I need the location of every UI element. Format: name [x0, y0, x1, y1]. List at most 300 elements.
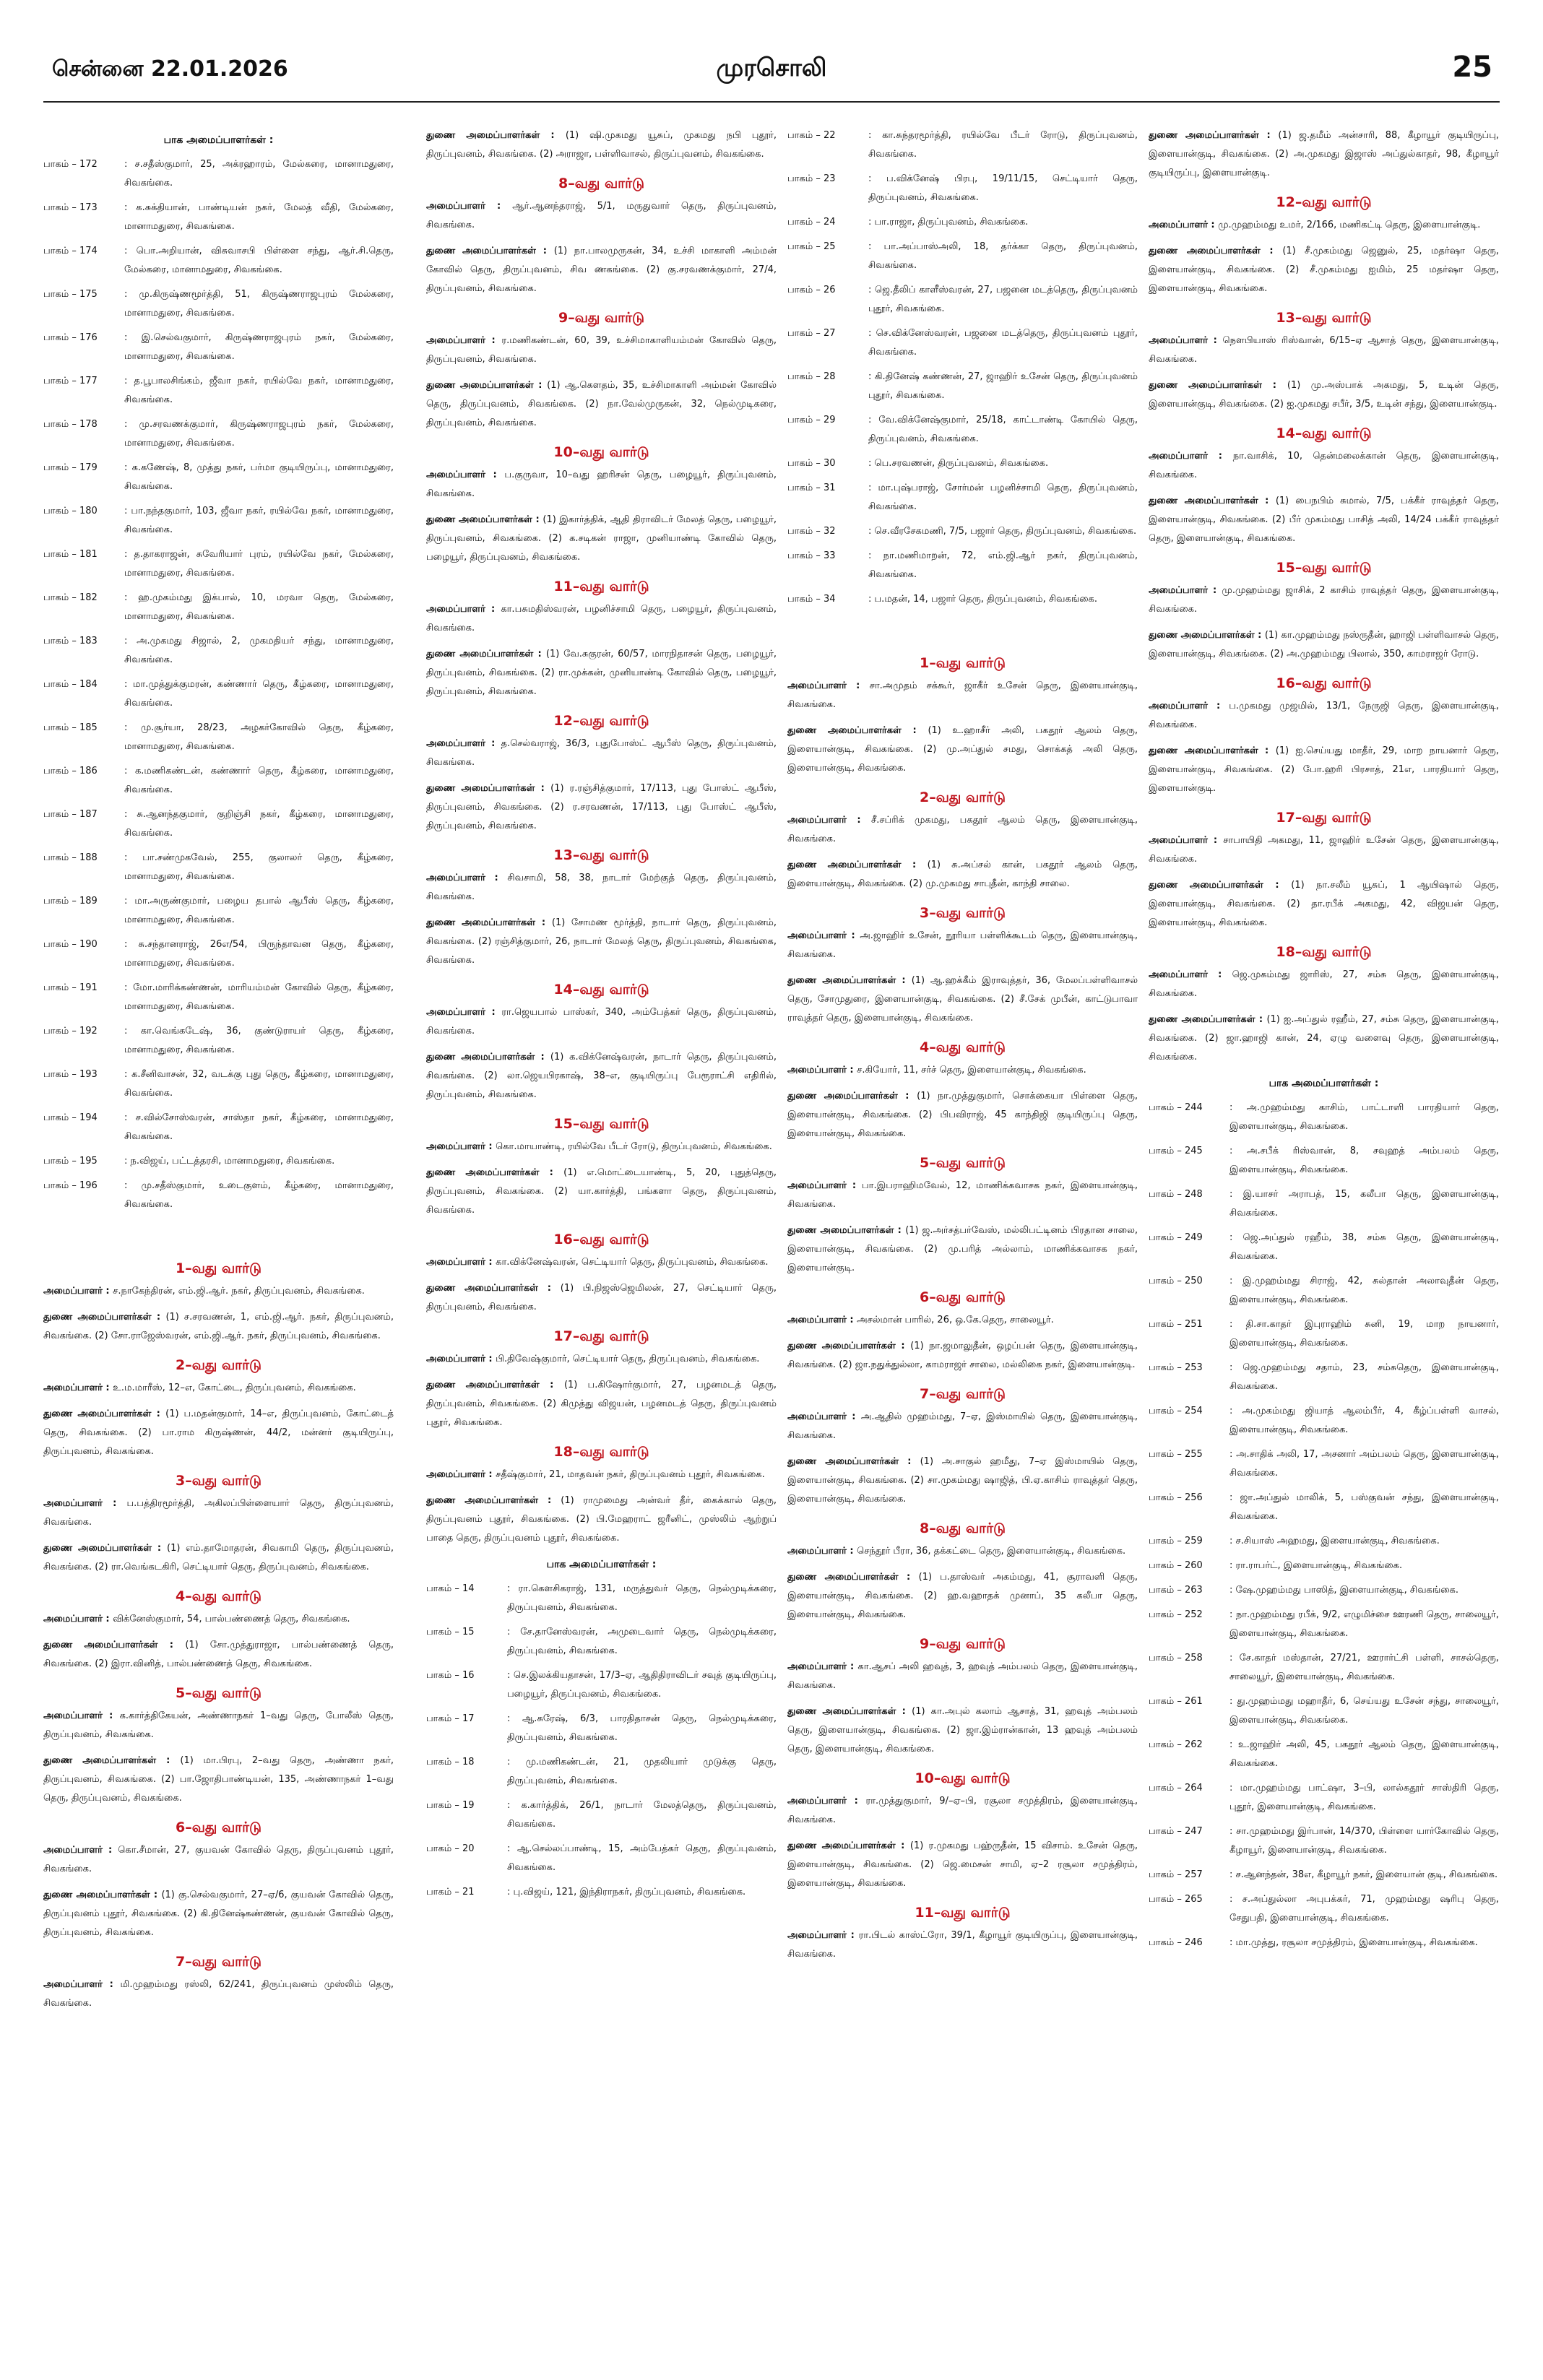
section-title: பாக அமைப்பாளர்கள் :	[546, 1559, 657, 1570]
officer-entry	[787, 1568, 1138, 1624]
baga-details: : ச.சியாஸ் அஹமது, இளையான்குடி, சிவகங்கை.	[1229, 1536, 1440, 1546]
baga-details: : ச.சதீஸ்குமார், 25, அக்ரஹாரம், மேல்கரை, மானாமதுரை, சிவகங்கை.	[124, 159, 394, 189]
officer-entry	[787, 722, 1138, 778]
ward-title: 13–வது வார்டு	[553, 847, 649, 863]
role-label: துணை அமைப்பாளர்கள் :	[1149, 496, 1276, 506]
baga-number: பாகம் – 182	[43, 592, 98, 603]
officer-details: (1) ப.மதன்குமார், 14–எ, திருப்புவனம், கோட்டைத் தெரு, சிவகங்கை. (2) பா.ராம கிருஷ்ணன், 44/2, மன்னர் குடியிருப்பு, திருப்புவனம், சிவகங்கை.	[43, 1408, 394, 1457]
baga-details: : பெ.சரவணன், திருப்புவனம், சிவகங்கை.	[868, 458, 1049, 469]
baga-details: : நா.முஹம்மது ரபீக், 9/2, எழுமிச்சை ஊரணி தெரு, சாலையூர், இளையான்குடி, சிவகங்கை.	[1229, 1609, 1499, 1639]
officer-details: மு.முஹம்மது ஜாசிக், 2 காசிம் ராவுத்தர் தெரு, இளையான்குடி, சிவகங்கை.	[1149, 585, 1499, 615]
baga-number: பாகம் – 196	[43, 1180, 98, 1191]
officer-entry	[426, 645, 777, 701]
role-label: அமைப்பாளர் :	[1149, 969, 1232, 980]
baga-number: பாகம் – 16	[426, 1670, 475, 1681]
baga-number: பாகம் – 177	[43, 376, 98, 386]
officer-details: ரா.முத்துகுமார், 9/–ஏ–பி, ரசூலா சமுத்திரம், இளையான்குடி, சிவகங்கை.	[787, 1796, 1138, 1825]
baga-details: : சா.முஹம்மது இர்பான், 14/370, பிள்ளை யார்கோவில் தெரு, கீழாயூர், இளையான்குடி, சிவகங்கை.	[1229, 1826, 1499, 1856]
officer-entry	[1149, 581, 1499, 619]
officer-details: (1) நா.முத்துகுமார், சொக்கையா பிள்ளை தெரு, இளையான்குடி, சிவகங்கை. (2) பிபவிராஜ், 45 காந்திஜி குடியிருப்பு தெரு, இளையான்குடி, சிவகங்கை.	[787, 1091, 1138, 1139]
officer-details: (1) ராமுமைது அன்வர் தீர், கைக்கால் தெரு, திருப்புவனம் புதூர், சிவகங்கை. (2) பி.மேஹராட் ஜரீனிட், முஸ்லிம் ஆற்றுப் பாதை தெரு, திருப்புவனம் புதூர், சிவகங்கை.	[426, 1495, 777, 1544]
role-label: துணை அமைப்பாளர்கள் :	[787, 1225, 906, 1236]
officer-entry	[426, 466, 777, 503]
baga-row	[43, 1065, 394, 1103]
officer-details: சதீஷ்குமார், 21, மாதவன் நகர், திருப்புவனம் புதூர், சிவகங்கை.	[496, 1469, 765, 1480]
role-label: துணை அமைப்பாளர்கள் :	[787, 1572, 919, 1583]
officer-details: (1) ச.சரவணன், 1, எம்.ஜி.ஆர். நகர், திருப்புவனம், சிவகங்கை. (2) சோ.ராஜேஸ்வரன், எம்.ஜி.ஆர். நகர், திருப்புவனம், சிவகங்கை.	[43, 1312, 394, 1341]
baga-number: பாகம் – 245	[1149, 1146, 1203, 1156]
role-label: துணை அமைப்பாளர்கள் :	[43, 1640, 186, 1650]
ward-title: 7–வது வார்டு	[920, 1386, 1006, 1402]
role-label: அமைப்பாளர் :	[1149, 335, 1223, 346]
ward-title: 4–வது வார்டு	[176, 1588, 262, 1604]
role-label: அமைப்பாளர் :	[43, 1845, 118, 1856]
baga-details: : அ.முஹம்மது காசிம், பாட்டாளி பாரதியார் தெரு, இளையான்குடி, சிவகங்கை.	[1229, 1102, 1499, 1132]
role-label: அமைப்பாளர் :	[1149, 220, 1219, 230]
baga-number: பாகம் – 179	[43, 462, 98, 473]
role-label: அமைப்பாளர் :	[426, 1354, 496, 1364]
officer-entry	[426, 242, 777, 298]
baga-number: பாகம் – 20	[426, 1843, 475, 1854]
ward-title: 6–வது வார்டு	[920, 1289, 1006, 1305]
role-label: துணை அமைப்பாளர்கள் :	[787, 975, 912, 986]
role-label: அமைப்பாளர் :	[787, 1315, 857, 1325]
officer-entry	[426, 1164, 777, 1220]
officer-entry	[1149, 876, 1499, 932]
role-label: அமைப்பாளர் :	[787, 1796, 866, 1806]
baga-row	[426, 1580, 777, 1617]
baga-row	[43, 459, 394, 496]
baga-number: பாகம் – 180	[43, 506, 98, 516]
role-label: அமைப்பாளர் :	[43, 1710, 120, 1721]
officer-details: (1) எம்.தாமோதரன், சிவகாமி தெரு, திருப்புவனம், சிவகங்கை. (2) ரா.வெங்கடகிரி, செட்டியார் தெரு, திருப்புவனம், சிவகங்கை.	[43, 1543, 394, 1572]
baga-row	[43, 935, 394, 973]
baga-details: : சு.சந்தானராஜ், 26எ/54, பிருந்தாவன தெரு, கீழ்கரை, மானாமதுரை, சிவகங்கை.	[124, 939, 394, 969]
baga-number: பாகம் – 194	[43, 1112, 98, 1123]
officer-details: (1) இகார்த்திக், ஆதி திராவிடர் மேலத் தெரு, பழையூர், திருப்புவனம், சிவகங்கை. (2) க.சடிகன் ராஜா, முனியாண்டி கோவில் தெரு, பழையூர், திருப்புவனம், சிவகங்கை.	[426, 514, 777, 563]
officer-entry	[426, 511, 777, 567]
ward-title: 11–வது வார்டு	[553, 579, 649, 594]
baga-details: : செ.வீரசேகமணி, 7/5, பஜார் தெரு, திருப்புவனம், சிவகங்கை.	[868, 526, 1137, 537]
officer-details: (1) நா.சலீம் யூசுப், 1 ஆயிஷால் தெரு, இளையான்குடி, சிவகங்கை. (2) தா.ரபீக் அகமது, 42, விஜயன் தெரு, இளையான்குடி, சிவகங்கை.	[1149, 880, 1499, 928]
baga-row	[426, 1666, 777, 1704]
officer-entry	[426, 914, 777, 970]
ward-title: 10–வது வார்டு	[553, 444, 649, 460]
officer-details: (1) ஆ.ஹக்கீம் இராவுத்தர், 36, மேலப்பள்ளிவாசல் தெரு, சோமுதுரை, இளையான்குடி, சிவகங்கை. (2) சீ.சேக் முபீன், காட்டுபாவா ராவுத்தர் தெரு, இளையான்குடி, சிவகங்கை.	[787, 975, 1138, 1024]
baga-number: பாகம் – 190	[43, 939, 98, 950]
officer-entry	[787, 972, 1138, 1028]
officer-entry	[426, 1048, 777, 1104]
officer-entry	[426, 779, 777, 836]
baga-row	[1149, 1272, 1499, 1310]
role-label: துணை அமைப்பாளர்கள் :	[787, 1341, 911, 1351]
baga-number: பாகம் – 172	[43, 159, 98, 170]
role-label: அமைப்பாளர் :	[1149, 701, 1229, 711]
officer-entry	[43, 1636, 394, 1674]
officer-details: ப.குருவா, 10–வது ஹரிசன் தெரு, பழையூர், திருப்புவனம், சிவகங்கை.	[426, 469, 777, 499]
role-label: துணை அமைப்பாளர்கள் :	[426, 783, 551, 794]
baga-row	[43, 285, 394, 323]
baga-number: பாகம் – 184	[43, 679, 98, 690]
role-label: துணை அமைப்பாளர்கள் :	[1149, 745, 1276, 756]
officer-details: சாபாயிதி அகமது, 11, ஜாஹிர் உசேன் தெரு, இளையான்குடி, சிவகங்கை.	[1149, 835, 1499, 865]
ward-title: 14–வது வார்டு	[1276, 425, 1372, 441]
baga-row	[43, 199, 394, 236]
role-label: அமைப்பாளர் :	[43, 1498, 127, 1509]
baga-number: பாகம் – 257	[1149, 1869, 1203, 1880]
officer-entry	[787, 927, 1138, 964]
baga-row	[787, 411, 1138, 449]
ward-title: 2–வது வார்டு	[920, 789, 1006, 805]
baga-row	[43, 849, 394, 886]
officer-entry	[1149, 376, 1499, 414]
role-label: அமைப்பாளர் :	[787, 680, 870, 691]
officer-details: (1) அ.சாகுல் ஹமீது, 7–ஏ இஸ்மாயில் தெரு, இளையான்குடி, சிவகங்கை. (2) சா.முகம்மது ஷாஜித், பி.ஏ.காசிம் ராவுத்தர் தெரு, இளையான்குடி, சிவகங்கை.	[787, 1456, 1138, 1505]
baga-number: பாகம் – 30	[787, 458, 836, 469]
baga-row	[787, 547, 1138, 584]
baga-number: பாகம் – 17	[426, 1713, 475, 1724]
officer-entry	[787, 1087, 1138, 1143]
role-label: அமைப்பாளர் :	[787, 1411, 861, 1422]
baga-number: பாகம் – 186	[43, 766, 98, 776]
officer-details: ரா.ஜெயபால் பாஸ்கர், 340, அம்பேத்கர் தெரு, திருப்புவனம், சிவகங்கை.	[426, 1007, 777, 1037]
officer-entry	[43, 1308, 394, 1346]
page-number: 25	[1452, 51, 1492, 84]
ward-title: 9–வது வார்டு	[558, 310, 644, 326]
ward-title: 8–வது வார்டு	[920, 1520, 1006, 1536]
role-label: துணை அமைப்பாளர்கள் :	[43, 1312, 166, 1323]
role-label: துணை அமைப்பாளர்கள் :	[1149, 380, 1287, 391]
role-label: துணை அமைப்பாளர்கள் :	[426, 917, 552, 928]
officer-details: (1) ஐ.அப்துல் ரஹீம், 27, சம்சு தெரு, இளையான்குடி, சிவகங்கை. (2) ஜா.ஹாஜி கான், 24, ஏழு வளைவு தெரு, இளையான்குடி, சிவகங்கை.	[1149, 1014, 1499, 1063]
baga-details: : ஜெ.முஹம்மது சதாம், 23, சம்சுதெரு, இளையான்குடி, சிவகங்கை.	[1229, 1362, 1499, 1392]
officer-details: (1) சீ.முகம்மது ஜெனுல், 25, மதர்ஷா தெரு, இளையான்குடி, சிவகங்கை. (2) சீ.முகம்மது ஐமிம், 25 மதர்ஷா தெரு, இளையான்குடி, சிவகங்கை.	[1149, 246, 1499, 294]
baga-number: பாகம் – 251	[1149, 1319, 1203, 1330]
baga-row	[43, 415, 394, 453]
ward-title: 16–வது வார்டு	[553, 1232, 649, 1247]
column-3	[787, 126, 1138, 2358]
ward-title: 11–வது வார்டு	[915, 1905, 1011, 1921]
baga-number: பாகம் – 28	[787, 371, 836, 382]
ward-title: 1–வது வார்டு	[920, 655, 1006, 671]
baga-details: : மு.சரவணக்குமார், கிருஷ்ணராஜபுரம் நகர், மேல்கரை, மானாமதுரை, சிவகங்கை.	[124, 419, 394, 449]
officer-entry	[787, 1658, 1138, 1695]
column-4	[1149, 126, 1499, 2358]
officer-details: நா.வாசிக், 10, தென்மலைக்கான் தெரு, இளையான்குடி, சிவகங்கை.	[1149, 451, 1499, 480]
role-label: அமைப்பாளர் :	[426, 469, 505, 480]
baga-details: : ஜா.அப்துல் மாலிக், 5, பஸ்குவன் சந்து, இளையான்குடி, சிவகங்கை.	[1229, 1492, 1499, 1522]
baga-row	[426, 1840, 777, 1877]
role-label: அமைப்பாளர் :	[43, 1614, 113, 1624]
baga-row	[787, 522, 1138, 541]
baga-number: பாகம் – 192	[43, 1026, 98, 1037]
baga-number: பாகம் – 33	[787, 550, 836, 561]
officer-details: செந்தூர் பீரா, 36, தக்கட்டை தெரு, இளையான்குடி, சிவகங்கை.	[857, 1546, 1126, 1557]
officer-details: சா.அமுதம் சக்கூர், ஜாகீர் உசேன் தெரு, இளையான்குடி, சிவகங்கை.	[787, 680, 1138, 710]
baga-number: பாகம் – 21	[426, 1887, 475, 1897]
officer-entry	[1149, 697, 1499, 735]
baga-details: : க.கார்த்திக், 26/1, நாடார் மேலத்தெரு, திருப்புவனம், சிவகங்கை.	[507, 1800, 777, 1830]
officer-entry	[426, 197, 777, 235]
officer-details: (1) சு.அப்சல் கான், பகதூர் ஆலம் தெரு, இளையான்குடி, சிவகங்கை. (2) மு.முகமது சாபுதீன், காந்தி சாலை.	[787, 860, 1138, 889]
officer-details: ரா.பிடல் காஸ்ட்ரோ, 39/1, கீழாயூர் குடியிருப்பு, இளையான்குடி, சிவகங்கை.	[787, 1930, 1138, 1960]
baga-row	[787, 324, 1138, 362]
officer-details: அசல்மான் பாரில், 26, ஒ.கே.தெரு, சாலையூர்.	[857, 1315, 1054, 1325]
baga-row	[1149, 1099, 1499, 1136]
ward-title: 3–வது வார்டு	[176, 1473, 262, 1489]
baga-row	[426, 1796, 777, 1834]
baga-details: : மு.சூர்யா, 28/23, அழகர்கோவில் தெரு, கீழ்கரை, மானாமதுரை, சிவகங்கை.	[124, 722, 394, 752]
baga-row	[426, 1623, 777, 1661]
role-label: துணை அமைப்பாளர்கள் :	[787, 1706, 912, 1717]
baga-details: : இ.யாசர் அராபத், 15, கலீபா தெரு, இளையான்குடி, சிவகங்கை.	[1229, 1189, 1499, 1219]
role-label: துணை அமைப்பாளர்கள் :	[1149, 130, 1279, 141]
role-label: துணை அமைப்பாளர்கள் :	[43, 1408, 166, 1419]
baga-row	[1149, 1557, 1499, 1575]
baga-number: பாகம் – 185	[43, 722, 98, 733]
baga-row	[43, 632, 394, 670]
baga-details: : சே.தானேஸ்வரன், அமுடைவார் தெரு, நெல்முடிக்கரை, திருப்புவனம், சிவகங்கை.	[507, 1627, 777, 1656]
officer-details: கா.ஆசப் அலி ஹவுத், 3, ஹவுத் அம்பலம் தெரு, இளையான்குடி, சிவகங்கை.	[787, 1661, 1138, 1691]
officer-details: (1) நா.ஜமாலுதீன், ஒழப்பன் தெரு, இளையான்குடி, சிவகங்கை. (2) ஜா.நதுக்துல்லா, காமராஜர் சாலை, மல்லிகை நகர், இளையான்குடி.	[787, 1341, 1138, 1370]
baga-number: பாகம் – 29	[787, 415, 836, 425]
baga-details: : மு.கிருஷ்ணமூர்த்தி, 51, கிருஷ்ணராஜபுரம் மேல்கரை, மானாமதுரை, சிவகங்கை.	[124, 289, 394, 319]
officer-details: ச.கியோர், 11, சர்ச் தெரு, இளையான்குடி, சிவகங்கை.	[857, 1065, 1086, 1076]
ward-title: 3–வது வார்டு	[920, 905, 1006, 921]
baga-details: : ரா.ராபர்ட், இளையான்குடி, சிவகங்கை.	[1229, 1560, 1403, 1571]
role-label: அமைப்பாளர் :	[787, 1661, 858, 1672]
baga-row	[43, 1022, 394, 1060]
baga-number: பாகம் – 15	[426, 1627, 475, 1637]
baga-number: பாகம் – 183	[43, 636, 98, 646]
baga-row	[1149, 1142, 1499, 1180]
ward-title: 14–வது வார்டு	[553, 982, 649, 998]
baga-details: : பா.நந்தகுமார், 103, ஜீவா நகர், ரயில்வே நகர், மானாமதுரை, சிவகங்கை.	[124, 506, 394, 535]
baga-details: : ஹ.முகம்மது இக்பால், 10, மரவா தெரு, மேல்கரை, மானாமதுரை, சிவகங்கை.	[124, 592, 394, 622]
baga-row	[43, 979, 394, 1016]
baga-details: : க.சீனிவாசன், 32, வடக்கு புது தெரு, கீழ்கரை, மானாமதுரை, சிவகங்கை.	[124, 1069, 394, 1099]
ward-title: 2–வது வார்டு	[176, 1357, 262, 1373]
officer-details: (1) மு.அஸ்பாக் அகமது, 5, உடின் தெரு, இளையான்குடி, சிவகங்கை. (2) ஐ.முகமது சபீர், 3/5, உடின் சந்து, இளையான்குடி.	[1149, 380, 1499, 410]
baga-number: பாகம் – 254	[1149, 1406, 1203, 1416]
baga-row	[43, 805, 394, 843]
officer-entry	[787, 1792, 1138, 1830]
role-label: துணை அமைப்பாளர்கள் :	[426, 1167, 564, 1178]
baga-row	[1149, 1606, 1499, 1643]
officer-details: (1) ர.ரஞ்சித்குமார், 17/113, புது போஸ்ட் ஆபீஸ், திருப்புவனம், சிவகங்கை. (2) ர.சரவணன், 17/113, புது போஸ்ட் ஆபீஸ், திருப்புவனம், சிவகங்கை.	[426, 783, 777, 831]
baga-row	[43, 502, 394, 540]
officer-details: (1) ப.தாஸ்வர் அகம்மது, 41, சூராவளி தெரு, இளையான்குடி, சிவகங்கை. (2) ஹ.வஹாதக் முனாப், 35 கலீபா தெரு, இளையான்குடி, சிவகங்கை.	[787, 1572, 1138, 1620]
officer-entry	[426, 332, 777, 369]
baga-row	[787, 479, 1138, 516]
baga-details: : பா.அப்பாஸ்அலி, 18, தர்க்கா தெரு, திருப்புவனம், சிவகங்கை.	[868, 241, 1138, 271]
officer-entry	[426, 1376, 777, 1432]
baga-number: பாகம் – 259	[1149, 1536, 1203, 1546]
baga-details: : பா.ராஜா, திருப்புவனம், சிவகங்கை.	[868, 217, 1029, 228]
baga-details: : அ.சபீக் ரிஸ்வான், 8, சவுஹத் அம்பலம் தெரு, இளையான்குடி, சிவகங்கை.	[1229, 1146, 1499, 1175]
officer-details: பா.இபராஹிமவேல், 12, மாணிக்கவாசக நகர், இளையான்குடி, சிவகங்கை.	[787, 1180, 1138, 1210]
baga-row	[1149, 1489, 1499, 1526]
role-label: துணை அமைப்பாளர்கள் :	[426, 649, 546, 659]
officer-entry	[43, 1539, 394, 1577]
role-label: துணை அமைப்பாளர்கள் :	[426, 246, 554, 256]
ward-title: 4–வது வார்டு	[920, 1039, 1006, 1055]
role-label: துணை அமைப்பாளர்கள் :	[787, 1840, 910, 1851]
baga-details: : ஆ.சுரேஷ், 6/3, பாரதிதாசன் தெரு, நெல்முடிக்கரை, திருப்புவனம், சிவகங்கை.	[507, 1713, 777, 1743]
baga-row	[43, 589, 394, 626]
officer-details: ஆர்.ஆனந்தராஜ், 5/1, மருதுவார் தெரு, திருப்புவனம், சிவகங்கை.	[426, 201, 777, 230]
officer-details: (1) ப.கிஷோர்குமார், 27, பழனமடத் தெரு, திருப்புவனம், சிவகங்கை. (2) கிமுத்து விஜயன், பழனமடத் தெரு, திருப்புவனம் புதூர், சிவகங்கை.	[426, 1380, 777, 1428]
ward-title: 18–வது வார்டு	[1276, 944, 1372, 960]
role-label: துணை அமைப்பாளர்கள் :	[787, 725, 928, 736]
ward-title: 18–வது வார்டு	[553, 1444, 649, 1460]
role-label: அமைப்பாளர் :	[787, 815, 872, 826]
officer-details: உ.ம.மாரீஸ், 12–எ, கோட்டை, திருப்புவனம், சிவகங்கை.	[113, 1382, 356, 1393]
ward-title: 17–வது வார்டு	[553, 1328, 649, 1344]
role-label: அமைப்பாளர் :	[426, 335, 502, 346]
baga-details: : மா.அருண்குமார், பழைய தபால் ஆபீஸ் தெரு, கீழ்கரை, மானாமதுரை, சிவகங்கை.	[124, 896, 394, 925]
baga-number: பாகம் – 26	[787, 285, 836, 295]
baga-row	[43, 242, 394, 280]
officer-details: (1) வே.சுகுரன், 60/57, மாரநிதாசன் தெரு, பழையூர், திருப்புவனம், சிவகங்கை. (2) ரா.முக்கன், முனியாண்டி கோவில் தெரு, பழையூர், திருப்புவனம், சிவகங்கை.	[426, 649, 777, 697]
baga-details: : செ.விக்னேஸ்வரன், பஜனை மடத்தெரு, திருப்புவனம் புதூர், சிவகங்கை.	[868, 328, 1138, 358]
officer-details: ஜெ.முகம்மது ஜாரிஸ், 27, சம்சு தெரு, இளையான்குடி, சிவகங்கை.	[1149, 969, 1499, 999]
ward-title: 8–வது வார்டு	[558, 176, 644, 191]
baga-row	[1149, 1779, 1499, 1817]
baga-details: : அ.சாதிக் அலி, 17, அசனார் அம்பலம் தெரு, இளையான்குடி, சிவகங்கை.	[1229, 1449, 1499, 1479]
baga-row	[1149, 1185, 1499, 1223]
baga-row	[787, 368, 1138, 405]
baga-details: : மா.புஷ்பராஜ், சோர்மன் பழனிச்சாமி தெரு, திருப்புவனம், சிவகங்கை.	[868, 483, 1138, 512]
officer-entry	[1149, 492, 1499, 548]
baga-number: பாகம் – 187	[43, 809, 98, 820]
officer-entry	[787, 1221, 1138, 1278]
baga-details: : க.மணிகண்டன், கண்ணார் தெரு, கீழ்கரை, மானாமதுரை, சிவகங்கை.	[124, 766, 394, 795]
officer-entry	[43, 1752, 394, 1808]
role-label: அமைப்பாளர் :	[426, 1007, 502, 1018]
baga-row	[787, 590, 1138, 609]
baga-details: : பா.சண்முகவேல், 255, குலாலர் தெரு, கீழ்கரை, மானாமதுரை, சிவகங்கை.	[124, 852, 394, 882]
officer-details: (1) கா.அபுல் கலாம் ஆசாத், 31, ஹவுத் அம்பலம் தெரு, இளையான்குடி, சிவகங்கை. (2) ஜா.இம்ரான்கான், 13 ஹவுத் அம்பலம் தெரு, இளையான்குடி, சிவகங்கை.	[787, 1706, 1138, 1754]
officer-entry	[787, 677, 1138, 714]
baga-number: பாகம் – 24	[787, 217, 836, 228]
role-label: அமைப்பாளர் :	[787, 1546, 857, 1557]
officer-details: (1) ஜ.அர்சத்பர்வேஸ், மல்லிபட்டினம் பிரதான சாலை, இளையான்குடி, சிவகங்கை. (2) மு.பரித் அல்லாம், மாணிக்கவாசக நகர், இளையான்குடி.	[787, 1225, 1138, 1273]
baga-number: பாகம் – 188	[43, 852, 98, 863]
baga-number: பாகம் – 261	[1149, 1696, 1203, 1707]
baga-number: பாகம் – 18	[426, 1757, 475, 1767]
baga-row	[43, 1109, 394, 1146]
officer-details: (1) எ.மொட்டையாண்டி, 5, 20, புதுத்தெரு, திருப்புவனம், சிவகங்கை. (2) யா.கார்த்தி, பங்களா தெரு, திருப்புவனம், சிவகங்கை.	[426, 1167, 777, 1216]
role-label: அமைப்பாளர் :	[426, 1141, 496, 1152]
role-label: அமைப்பாளர் :	[43, 1382, 113, 1393]
role-label: துணை அமைப்பாளர்கள் :	[1149, 880, 1292, 891]
baga-number: பாகம் – 255	[1149, 1449, 1203, 1460]
baga-details: : மா.முத்து, ரசூலா சமுத்திரம், இளையான்குடி, சிவகங்கை.	[1229, 1937, 1478, 1948]
baga-row	[787, 454, 1138, 473]
officer-details: (1) கா.முஹம்மது நஸ்ருதீன், ஹாஜி பள்ளிவாசல் தெரு, இளையான்குடி, சிவகங்கை. (2) அ.முஹம்மது பிலால், 350, காமராஜர் ரோடு.	[1149, 630, 1499, 659]
baga-details: : ஷே.முஹம்மது பாஸித், இளையான்குடி, சிவகங்கை.	[1229, 1585, 1458, 1596]
baga-details: : இ.செல்வகுமார், கிருஷ்ணராஜபுரம் நகர், மேல்கரை, மானாமதுரை, சிவகங்கை.	[124, 332, 394, 362]
officer-details: பி.திவேஷ்குமார், செட்டியார் தெரு, திருப்புவனம், சிவகங்கை.	[496, 1354, 760, 1364]
baga-number: பாகம் – 256	[1149, 1492, 1203, 1503]
officer-entry	[1149, 831, 1499, 869]
baga-number: பாகம் – 248	[1149, 1189, 1203, 1200]
baga-details: : அ.முகம்மது ஜியாத் ஆலம்பீர், 4, கீழ்ப்பள்ளி வாசல், இளையான்குடி, சிவகங்கை.	[1229, 1406, 1499, 1435]
baga-row	[1149, 1445, 1499, 1483]
officer-details: அ.ஆதில் முஹம்மது, 7–ஏ, இஸ்மாயில் தெரு, இளையான்குடி, சிவகங்கை.	[787, 1411, 1138, 1441]
baga-row	[43, 155, 394, 193]
baga-number: பாகம் – 195	[43, 1156, 98, 1167]
baga-row	[1149, 1822, 1499, 1860]
officer-details: (1) க.விக்னேஷ்வரன், நாடார் தெரு, திருப்புவனம், சிவகங்கை. (2) லா.ஜெயபிரகாஷ், 38–எ, குடியிருப்பு பேரூராட்சி எதிரில், திருப்புவனம், சிவகங்கை.	[426, 1052, 777, 1100]
baga-details: : ரா.கௌசிகராஜ், 131, மருத்துவர் தெரு, நெல்முடிக்கரை, திருப்புவனம், சிவகங்கை.	[507, 1583, 777, 1613]
baga-row	[1149, 1581, 1499, 1600]
baga-row	[43, 892, 394, 930]
officer-details: (1) சோ.முத்துராஜா, பால்பண்ணைத் தெரு, சிவகங்கை. (2) இரா.வினித், பால்பண்ணைத் தெரு, சிவகங்கை.	[43, 1640, 394, 1669]
baga-number: பாகம் – 262	[1149, 1739, 1203, 1750]
column-1	[43, 126, 394, 2358]
role-label: துணை அமைப்பாளர்கள் :	[43, 1890, 162, 1900]
role-label: துணை அமைப்பாளர்கள் :	[426, 1052, 550, 1063]
baga-details: : தி.சா.காதர் இபுராஹிம் சுனி, 19, மாற நாயனார், இளையான்குடி, சிவகங்கை.	[1229, 1319, 1499, 1349]
ward-title: 15–வது வார்டு	[553, 1116, 649, 1132]
officer-entry	[43, 1282, 394, 1301]
ward-title: 17–வது வார்டு	[1276, 810, 1372, 826]
role-label: அமைப்பாளர் :	[43, 1286, 113, 1297]
role-label: துணை அமைப்பாளர்கள் :	[787, 860, 928, 870]
ward-title: 5–வது வார்டு	[176, 1685, 262, 1701]
baga-row	[426, 1753, 777, 1791]
baga-row	[1149, 1532, 1499, 1551]
officer-entry	[787, 811, 1138, 849]
officer-entry	[43, 1494, 394, 1532]
ward-title: 15–வது வார்டு	[1276, 560, 1372, 576]
officer-entry	[426, 869, 777, 906]
officer-details: ப.பத்திரமூர்த்தி, அகிலப்பிள்ளையார் தெரு, திருப்புவனம், சிவகங்கை.	[43, 1498, 394, 1528]
role-label: அமைப்பாளர் :	[787, 1065, 857, 1076]
role-label: துணை அமைப்பாளர்கள் :	[426, 130, 566, 141]
baga-details: : நா.மணிமாறன், 72, எம்.ஜி.ஆர் நகர், திருப்புவனம், சிவகங்கை.	[868, 550, 1138, 580]
officer-details: க.கார்த்திகேயன், அண்ணாநகர் 1–வது தெரு, போலீஸ் தெரு, திருப்புவனம், சிவகங்கை.	[43, 1710, 394, 1740]
officer-entry	[787, 1702, 1138, 1759]
baga-details: : ப.விக்னேஷ் பிரபு, 19/11/15, செட்டியார் தெரு, திருப்புவனம், சிவகங்கை.	[868, 173, 1138, 203]
baga-details: : து.முஹம்மது மஹாதீர், 6, செய்யது உசேன் சந்து, சாலையூர், இளையான்குடி, சிவகங்கை.	[1229, 1696, 1499, 1726]
officer-entry	[43, 1707, 394, 1744]
baga-details: : கா.வெங்கடேஷ், 36, குண்டுராயர் தெரு, கீழ்கரை, மானாமதுரை, சிவகங்கை.	[124, 1026, 394, 1055]
officer-entry	[787, 1177, 1138, 1214]
ward-title: 13–வது வார்டு	[1276, 310, 1372, 326]
baga-details: : க.கணேஷ், 8, முத்து நகர், பர்மா குடியிருப்பு, மானாமதுரை, சிவகங்கை.	[124, 462, 394, 492]
baga-row	[1149, 1315, 1499, 1353]
officer-entry	[1149, 242, 1499, 298]
baga-details: : மு.மணிகண்டன், 21, முதலியார் முடுக்கு தெரு, திருப்புவனம், சிவகங்கை.	[507, 1757, 777, 1786]
baga-row	[1149, 1890, 1499, 1928]
ward-title: 5–வது வார்டு	[920, 1155, 1006, 1171]
officer-entry	[426, 1138, 777, 1156]
baga-details: : ந.விஜய், பட்டத்தரசி, மானாமதுரை, சிவகங்கை.	[124, 1156, 335, 1167]
role-label: துணை அமைப்பாளர்கள் :	[426, 1380, 564, 1390]
baga-details: : பொ.அறியான், விசுவாசபி பிள்ளை சந்து, ஆர்.சி.தெரு, மேல்கரை, மானாமதுரை, சிவகங்கை.	[124, 246, 394, 275]
officer-entry	[426, 1492, 777, 1548]
baga-number: பாகம் – 247	[1149, 1826, 1203, 1837]
baga-row	[43, 675, 394, 713]
spacer	[43, 1220, 394, 1249]
officer-entry	[426, 600, 777, 638]
role-label: அமைப்பாளர் :	[426, 201, 513, 212]
officer-entry	[1149, 742, 1499, 798]
officer-details: மி.முஹம்மது ரஸ்லி, 62/241, திருப்புவனம் முஸ்லிம் தெரு, சிவகங்கை.	[43, 1979, 394, 2009]
